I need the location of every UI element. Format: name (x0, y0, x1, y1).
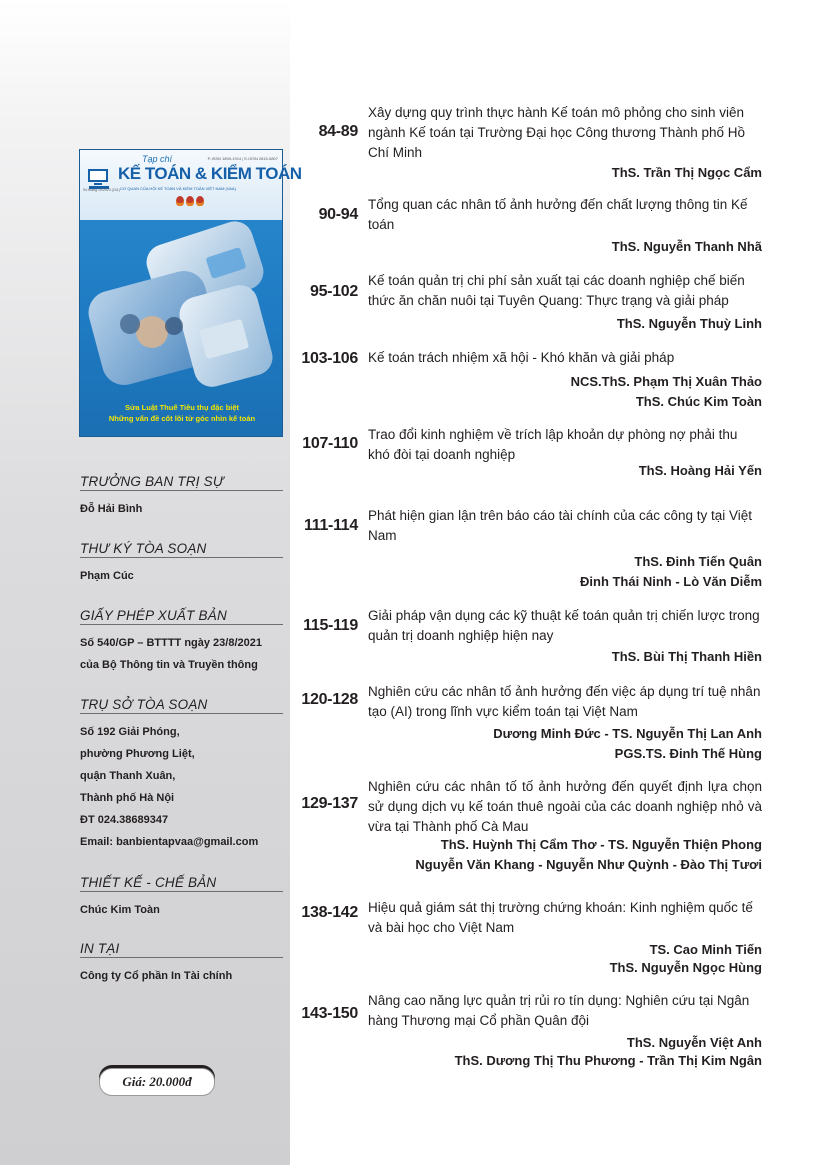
toc-title: Nghiên cứu các nhân tố ảnh hưởng đến việc áp dụng trí tuệ nhân tạo (AI) trong lĩnh vực kiểm toán tại Việt Nam (368, 684, 761, 719)
toc-pages: 129-137 (301, 795, 358, 812)
info-line: Chúc Kim Toàn (80, 904, 160, 916)
info-section-thiet-ke (80, 875, 283, 921)
info-heading: IN TẠI (80, 941, 283, 958)
toc-pages: 111-114 (304, 517, 358, 534)
toc-title: Xây dựng quy trình thực hành Kế toán mô phỏng cho sinh viên ngành Kế toán tại Trường Đại học Công thương Thành phố Hồ Chí Minh (368, 105, 746, 160)
cover-subtitle: CƠ QUAN CỦA HỘI KẾ TOÁN VÀ KIỂM TOÁN VIỆT NAM (VAA) (120, 186, 236, 191)
toc-title: Kế toán trách nhiệm xã hội - Khó khăn và giải pháp (368, 350, 675, 365)
toc-title: Nghiên cứu các nhân tố tố ảnh hưởng đến quyết định lựa chọn sử dụng dịch vụ kế toán thuê ngoài của các doanh nghiệp nhỏ và vừa tại Thành phố Cà Mau (368, 779, 762, 834)
toc-title: Phát hiện gian lận trên báo cáo tài chính của các công ty tại Việt Nam (368, 508, 753, 543)
info-heading: TRƯỞNG BAN TRỊ SỰ (80, 474, 283, 491)
toc-author: PGS.TS. Đinh Thế Hùng (614, 746, 762, 761)
info-line: Công ty Cổ phần In Tài chính (80, 970, 233, 982)
info-line: Số 540/GP – BTTTT ngày 23/8/2021 (80, 637, 262, 649)
toc-pages: 120-128 (301, 691, 358, 708)
cover-issue: Số tháng 10/2023 (241) (83, 188, 120, 192)
toc-entry[interactable] (292, 991, 770, 1073)
info-line: Thành phố Hà Nội (80, 792, 175, 804)
toc-author: ThS. Huỳnh Thị Cẩm Thơ - TS. Nguyễn Thiện Phong (440, 837, 762, 852)
toc-title: Kế toán quản trị chi phí sản xuất tại các doanh nghiệp chế biến thức ăn chăn nuôi tại Tuyên Quang: Thực trạng và giải pháp (368, 273, 745, 308)
computer-icon (86, 168, 112, 190)
toc-author: ThS. Chúc Kim Toàn (635, 394, 762, 409)
info-line: phường Phương Liệt, (80, 748, 195, 760)
cover-headline-line1: Sửa Luật Thuế Tiêu thụ đặc biệt (124, 403, 240, 412)
toc-author: Nguyễn Văn Khang - Nguyễn Như Quỳnh - Đào Thị Tươi (415, 857, 762, 872)
toc-author: ThS. Nguyễn Thanh Nhã (611, 239, 762, 254)
toc-entry[interactable] (292, 271, 770, 333)
toc-author: ThS. Dương Thị Thu Phương - Trần Thị Kim Ngân (454, 1053, 762, 1068)
toc-author: ThS. Trần Thị Ngọc Cẩm (611, 165, 762, 180)
toc-entry[interactable] (292, 348, 770, 412)
toc-pages: 115-119 (303, 617, 358, 634)
info-line: Đỗ Hải Bình (80, 503, 143, 515)
toc-author: ThS. Hoàng Hải Yến (638, 463, 762, 478)
info-line: ĐT 024.38689347 (80, 814, 169, 826)
info-heading: GIẤY PHÉP XUẤT BẢN (80, 608, 283, 625)
info-section-in-tai (80, 941, 283, 987)
toc-author: Đinh Thái Ninh - Lò Văn Diễm (580, 574, 762, 589)
toc-entry[interactable] (292, 777, 770, 877)
email-line: Email: banbientapvaa@gmail.com (80, 836, 259, 848)
cover-tapchi: Tạp chí (142, 154, 173, 164)
medal-icon (196, 196, 204, 206)
toc-author: Dương Minh Đức - TS. Nguyễn Thị Lan Anh (493, 726, 762, 741)
toc-entry[interactable] (292, 103, 770, 183)
toc-author: ThS. Nguyễn Ngọc Hùng (609, 960, 762, 975)
toc-author: TS. Cao Minh Tiến (649, 942, 762, 957)
cover-title: KẾ TOÁN & KIỂM TOÁN (118, 164, 302, 183)
toc-title: Nâng cao năng lực quản trị rủi ro tín dụng: Nghiên cứu tại Ngân hàng Thương mại Cổ phần Quân đội (368, 993, 750, 1028)
toc-entry[interactable] (292, 425, 770, 487)
info-line: Số 192 Giải Phóng, (80, 726, 180, 738)
info-line: của Bộ Thông tin và Truyền thông (80, 659, 258, 671)
medal-icon (186, 196, 194, 206)
toc-pages: 95-102 (309, 283, 358, 300)
toc-entry[interactable] (292, 682, 770, 766)
info-heading: THƯ KÝ TÒA SOẠN (80, 541, 283, 558)
info-heading: TRỤ SỞ TÒA SOẠN (80, 697, 283, 714)
toc-title: Trao đổi kinh nghiệm về trích lập khoản dự phòng nợ phải thu khó đòi tại doanh nghiệp (368, 427, 738, 462)
toc-author: NCS.ThS. Phạm Thị Xuân Thảo (570, 374, 762, 389)
toc-entry[interactable] (292, 898, 770, 980)
info-section-giay-phep (80, 608, 283, 676)
cover-photo (90, 232, 272, 392)
toc-title: Tổng quan các nhân tố ảnh hưởng đến chất lượng thông tin Kế toán (368, 197, 748, 232)
toc-pages: 90-94 (318, 206, 358, 223)
info-section-tru-so (80, 697, 283, 853)
toc-author: ThS. Nguyễn Việt Anh (626, 1035, 762, 1050)
medal-icon (176, 196, 184, 206)
info-line: Phạm Cúc (80, 570, 134, 582)
cover-headline-line2: Những vấn đề cốt lõi từ góc nhìn kế toán (108, 414, 256, 423)
cover-medals (176, 196, 204, 206)
toc-author: ThS. Đinh Tiến Quân (634, 554, 762, 569)
toc-pages: 143-150 (301, 1005, 358, 1022)
info-heading: THIẾT KẾ - CHẾ BẢN (80, 875, 283, 892)
info-section-thu-ky (80, 541, 283, 587)
toc-pages: 103-106 (301, 350, 358, 367)
cover-issn: P-ISSN 1859-1914 | E-ISSN 2815-5807 (207, 156, 278, 161)
toc-title: Hiệu quả giám sát thị trường chứng khoán: Kinh nghiệm quốc tế và bài học cho Việt Nam (368, 900, 753, 935)
info-section-truong-ban (80, 474, 283, 520)
toc-entry[interactable] (292, 506, 770, 590)
price-badge: Giá: 20.000đ (99, 1068, 215, 1096)
toc-author: ThS. Bùi Thị Thanh Hiền (611, 649, 762, 664)
cover-headline (102, 402, 262, 428)
toc-entry[interactable] (292, 195, 770, 257)
toc-pages: 107-110 (302, 435, 358, 452)
info-line: quận Thanh Xuân, (80, 770, 176, 782)
magazine-cover (80, 150, 302, 436)
toc-title: Giải pháp vận dụng các kỹ thuật kế toán quản trị chiến lược trong quản trị doanh nghiệp hiện nay (368, 608, 760, 643)
toc-author: ThS. Nguyễn Thuỳ Linh (616, 316, 762, 331)
toc-entry[interactable] (292, 606, 770, 668)
toc-pages: 84-89 (318, 123, 358, 140)
toc-pages: 138-142 (301, 904, 358, 921)
